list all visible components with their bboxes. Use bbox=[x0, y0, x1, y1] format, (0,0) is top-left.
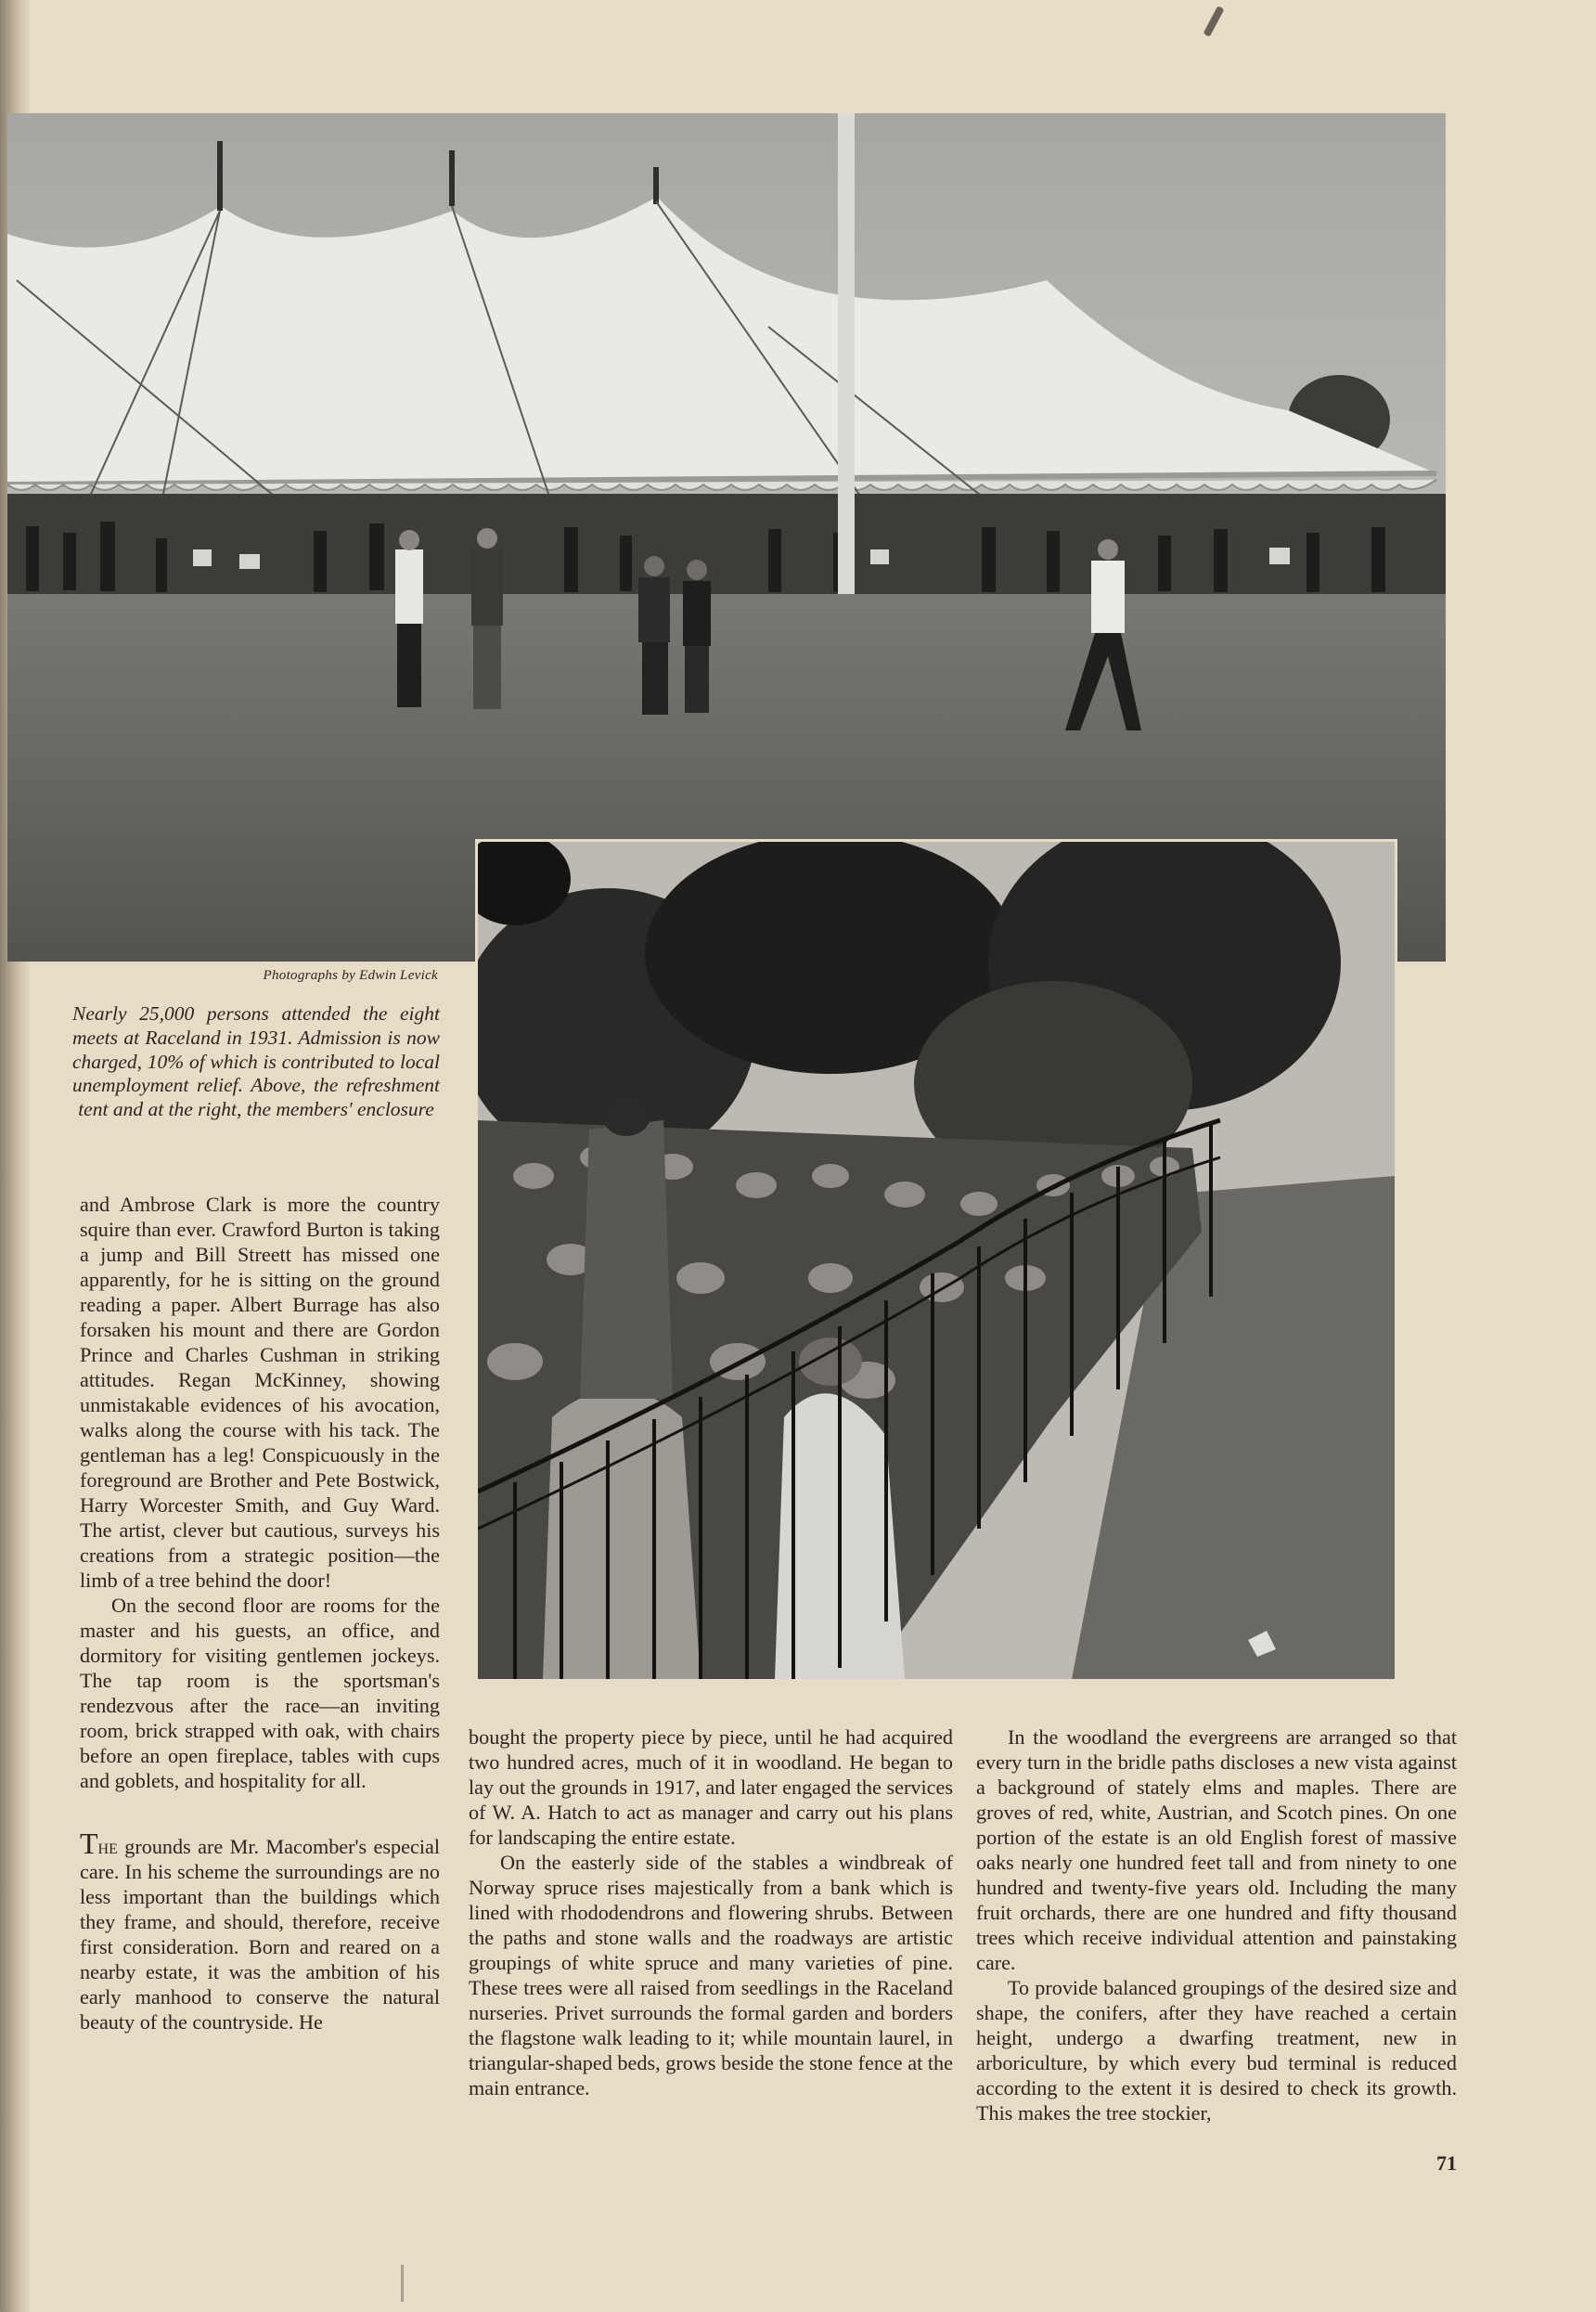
text-column-2 bbox=[469, 1724, 953, 2100]
refreshment-tent-photo bbox=[7, 113, 1446, 962]
drop-cap: T bbox=[80, 1827, 98, 1860]
column-2-paragraph-2: On the easterly side of the stables a windbreak of Norway spruce rises majestically from a bank which is lined with rhododendrons and flowering shrubs. Between the paths and stone walls and the roadways are artistic groupings of white spruce and many varieties of pine. These trees were all raised from seedlings in the Raceland nurseries. Privet surrounds the formal garden and borders the flagstone walk leading to it; while mountain laurel, in triangular-shaped beds, grows beside the stone fence at the main entrance. bbox=[469, 1851, 953, 2099]
small-caps-lead: he bbox=[97, 1835, 118, 1858]
members-enclosure-photo bbox=[475, 839, 1397, 1682]
page-number: 71 bbox=[1436, 2151, 1457, 2175]
section-break bbox=[80, 1793, 440, 1834]
column-3-paragraph-2: To provide balanced groupings of the desired size and shape, the conifers, after they have reached a certain height, undergo a dwarfing treatment, new in arboriculture, by which every bud terminal is reduced according to the extent it is desired to check its growth. This makes the tree stockier, bbox=[976, 1976, 1457, 2125]
column-1-paragraph-1: and Ambrose Clark is more the country squire than ever. Crawford Burton is taking a jump and Bill Streett has missed one apparently, for he is sitting on the ground reading a paper. Albert Burrage has also forsaken his mount and there are Gordon Prince and Charles Cushman in striking attitudes. Regan McKinney, showing unmistakable evidences of his avocation, walks along the course with his tack. The gentleman has a leg! Conspicuously in the foreground are Brother and Pete Bostwick, Harry Worcester Smith, and Guy Ward. The artist, clever but cautious, surveys his creations from a strategic position—the limb of a tree behind the door! bbox=[80, 1193, 440, 1592]
refreshment-tent-illustration bbox=[7, 113, 1446, 962]
text-column-1 bbox=[80, 1192, 440, 2034]
photo-credit: Photographs by Edwin Levick bbox=[263, 968, 438, 983]
column-2-paragraph-1: bought the property piece by piece, until he had acquired two hundred acres, much of it in woodland. He began to lay out the grounds in 1917, and later engaged the services of W. A. Hatch to act as manager and carry out his plans for landscaping the entire estate. bbox=[469, 1725, 953, 1849]
photo-caption: Nearly 25,000 persons attended the eight meets at Raceland in 1931. Admission is now charged, 10% of which is contributed to local unemployment relief. Above, the refreshment tent and at the right, the members' enclosure bbox=[72, 1002, 440, 1121]
text-column-3 bbox=[976, 1724, 1457, 2125]
column-1-paragraph-2: On the second floor are rooms for the master and his guests, an office, and dormitory for visiting gentlemen jockeys. The tap room is the sportsman's rendezvous after the race—an inviting room, brick strapped with oak, with chairs before an open fireplace, tables with cups and goblets, and hospitality for all. bbox=[80, 1594, 440, 1792]
members-enclosure-illustration bbox=[478, 842, 1395, 1679]
column-1-paragraph-3-text: grounds are Mr. Macomber's especial care. In his scheme the surroundings are no less important than the buildings which they frame, and should, therefore, receive first consideration. Born and reared on a nearby estate, it was the ambition of his early manhood to conserve the natural beauty of the countryside. He bbox=[80, 1835, 440, 2034]
column-3-paragraph-1: In the woodland the evergreens are arranged so that every turn in the bridle paths discloses a new vista against a background of stately elms and maples. There are groves of red, white, Austrian, and Scotch pines. On one portion of the estate is an old English forest of massive oaks nearly one hundred feet tall and from ninety to one hundred and twenty-five years old. Including the many fruit orchards, there are one hundred and fifty thousand trees which receive individual attention and painstaking care. bbox=[976, 1725, 1457, 1974]
pencil-mark bbox=[1203, 6, 1224, 37]
column-1-paragraph-3 bbox=[80, 1827, 440, 2034]
binding-mark bbox=[401, 2265, 404, 2302]
